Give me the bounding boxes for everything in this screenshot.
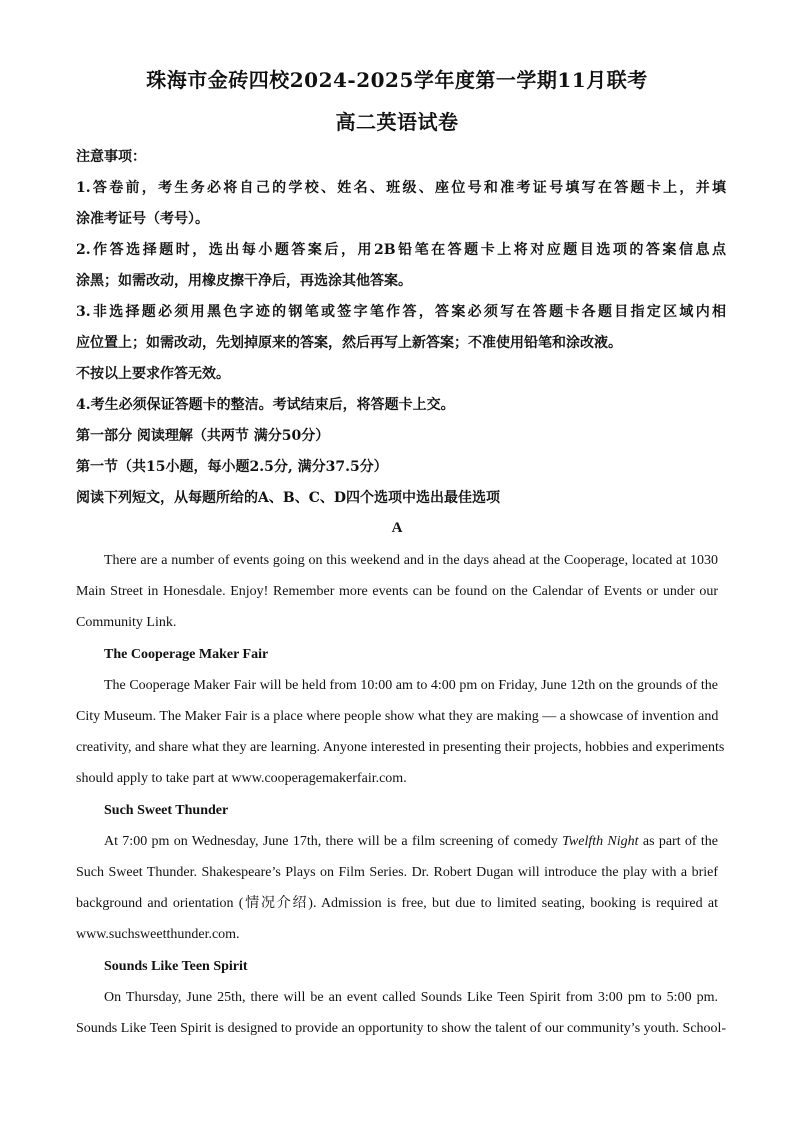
notice-line: 4.考生必须保证答题卡的整洁。考试结束后，将答题卡上交。 bbox=[76, 397, 455, 413]
passage-letter: A bbox=[391, 520, 403, 536]
passage-line: www.suchsweetthunder.com. bbox=[76, 927, 240, 942]
section-instruction: 阅读下列短文，从每题所给的A、B、C、D四个选项中选出最佳选项 bbox=[76, 490, 500, 506]
exam-subtitle: 高二英语试卷 bbox=[335, 110, 459, 134]
passage-text: At 7:00 pm on Wednesday, June 17th, there will be a film screening of comedy bbox=[104, 834, 563, 849]
event-heading: Sounds Like Teen Spirit bbox=[104, 959, 248, 974]
part-title: 第一部分 阅读理解（共两节 满分50分） bbox=[76, 428, 330, 444]
passage-line: City Museum. The Maker Fair is a place where people show what they are making — a showcase of invention and bbox=[76, 709, 719, 724]
passage-line: creativity, and share what they are learning. Anyone interested in presenting their projects, hobbies and experiments bbox=[76, 740, 725, 755]
section-title: 第一节（共15小题，每小题2.5分, 满分37.5分） bbox=[76, 459, 388, 475]
passage-line: background and orientation (情况介绍). Admission is free, but due to limited seating, booking is required at bbox=[76, 896, 718, 911]
notice-line: 应位置上；如需改动，先划掉原来的答案，然后再写上新答案；不准使用铅笔和涂改液。 bbox=[76, 335, 622, 351]
exam-title: 珠海市金砖四校2024-2025学年度第一学期11月联考 bbox=[146, 68, 648, 92]
passage-line: On Thursday, June 25th, there will be an event called Sounds Like Teen Spirit from 3:00 pm to 5:00 pm. bbox=[104, 990, 718, 1005]
notice-line: 1.答卷前，考生务必将自己的学校、姓名、班级、座位号和准考证号填写在答题卡上，并填 bbox=[76, 180, 726, 196]
notice-line: 3.非选择题必须用黑色字迹的钢笔或签字笔作答，答案必须写在答题卡各题目指定区域内相 bbox=[76, 304, 726, 320]
passage-text: as part of the bbox=[638, 834, 718, 849]
notice-line: 2.作答选择题时，选出每小题答案后，用2B铅笔在答题卡上将对应题目选项的答案信息点 bbox=[76, 242, 726, 258]
notice-heading: 注意事项： bbox=[76, 149, 146, 165]
event-heading: Such Sweet Thunder bbox=[104, 803, 229, 818]
passage-line: Community Link. bbox=[76, 615, 177, 630]
film-title: Twelfth Night bbox=[562, 834, 639, 849]
passage-line: Main Street in Honesdale. Enjoy! Remember more events can be found on the Calendar of Events or under our bbox=[76, 584, 718, 599]
passage-line bbox=[104, 826, 718, 857]
passage-line: There are a number of events going on this weekend and in the days ahead at the Cooperage, located at 1030 bbox=[104, 553, 718, 568]
passage-line: Sounds Like Teen Spirit is designed to provide an opportunity to show the talent of our community’s youth. School- bbox=[76, 1021, 727, 1036]
passage-line: Such Sweet Thunder. Shakespeare’s Plays on Film Series. Dr. Robert Dugan will introduce the play with a brief bbox=[76, 865, 718, 880]
notice-line: 涂准考证号（考号）。 bbox=[76, 211, 209, 227]
passage-line: should apply to take part at www.cooperagemakerfair.com. bbox=[76, 771, 407, 786]
notice-line: 涂黑；如需改动，用橡皮擦干净后，再选涂其他答案。 bbox=[76, 273, 412, 289]
notice-line: 不按以上要求作答无效。 bbox=[76, 366, 230, 382]
passage-line: The Cooperage Maker Fair will be held from 10:00 am to 4:00 pm on Friday, June 12th on the grounds of the bbox=[104, 678, 718, 693]
event-heading: The Cooperage Maker Fair bbox=[104, 647, 269, 662]
